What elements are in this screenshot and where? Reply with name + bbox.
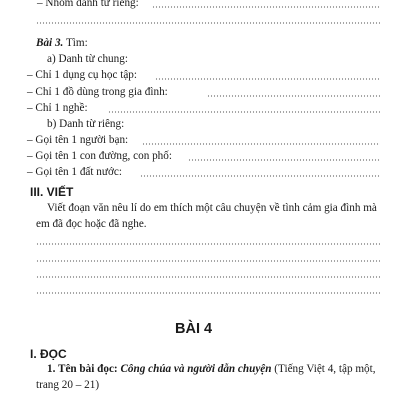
reading-source: (Tiếng Việt 4, tập một, (274, 363, 376, 375)
reading-section-heading: I. ĐỌC (30, 347, 67, 361)
proper-noun-subheading: b) Danh từ riêng: (47, 118, 125, 130)
common-noun-subheading: a) Danh từ chung: (47, 53, 128, 65)
answer-line[interactable] (142, 143, 380, 145)
answer-line[interactable] (207, 95, 380, 97)
common-noun-item-occupation: – Chỉ 1 nghề: (27, 102, 88, 114)
writing-section-heading: III. VIẾT (30, 185, 74, 199)
answer-line[interactable] (108, 111, 380, 113)
answer-line[interactable] (188, 159, 380, 161)
common-noun-item-school-tool: – Chỉ 1 dụng cụ học tập: (27, 69, 137, 81)
answer-line[interactable] (36, 22, 380, 24)
reading-title-label: 1. Tên bài đọc: (47, 363, 118, 375)
writing-answer-line[interactable] (36, 243, 380, 245)
lesson-4-title: BÀI 4 (175, 321, 213, 337)
writing-answer-line[interactable] (36, 292, 380, 294)
writing-answer-line[interactable] (36, 260, 380, 262)
reading-title-item (47, 363, 376, 376)
exercise-3-heading (36, 37, 88, 50)
writing-prompt-line-2: em đã đọc hoặc đã nghe. (36, 218, 147, 230)
writing-answer-line[interactable] (36, 276, 380, 278)
common-noun-item-household-item: – Chỉ 1 đồ dùng trong gia đình: (27, 86, 168, 98)
exercise-3-label: Bài 3. (36, 37, 64, 49)
reading-pages: trang 20 – 21) (36, 379, 100, 391)
proper-noun-item-country: – Gọi tên 1 đất nước: (27, 166, 122, 178)
exercise-3-task: Tìm: (65, 37, 88, 49)
answer-line[interactable] (152, 6, 380, 8)
proper-noun-item-friend: – Gọi tên 1 người bạn: (27, 134, 129, 146)
answer-line[interactable] (140, 175, 380, 177)
reading-title: Công chúa và người dẫn chuyện (120, 363, 272, 375)
proper-noun-group-item: – Nhóm danh từ riêng: (37, 0, 139, 9)
proper-noun-item-street: – Gọi tên 1 con đường, con phố: (27, 150, 172, 162)
writing-prompt-line-1: Viết đoạn văn nêu lí do em thích một câu chuyện về tình cảm gia đình mà (47, 202, 377, 214)
answer-line[interactable] (155, 78, 380, 80)
